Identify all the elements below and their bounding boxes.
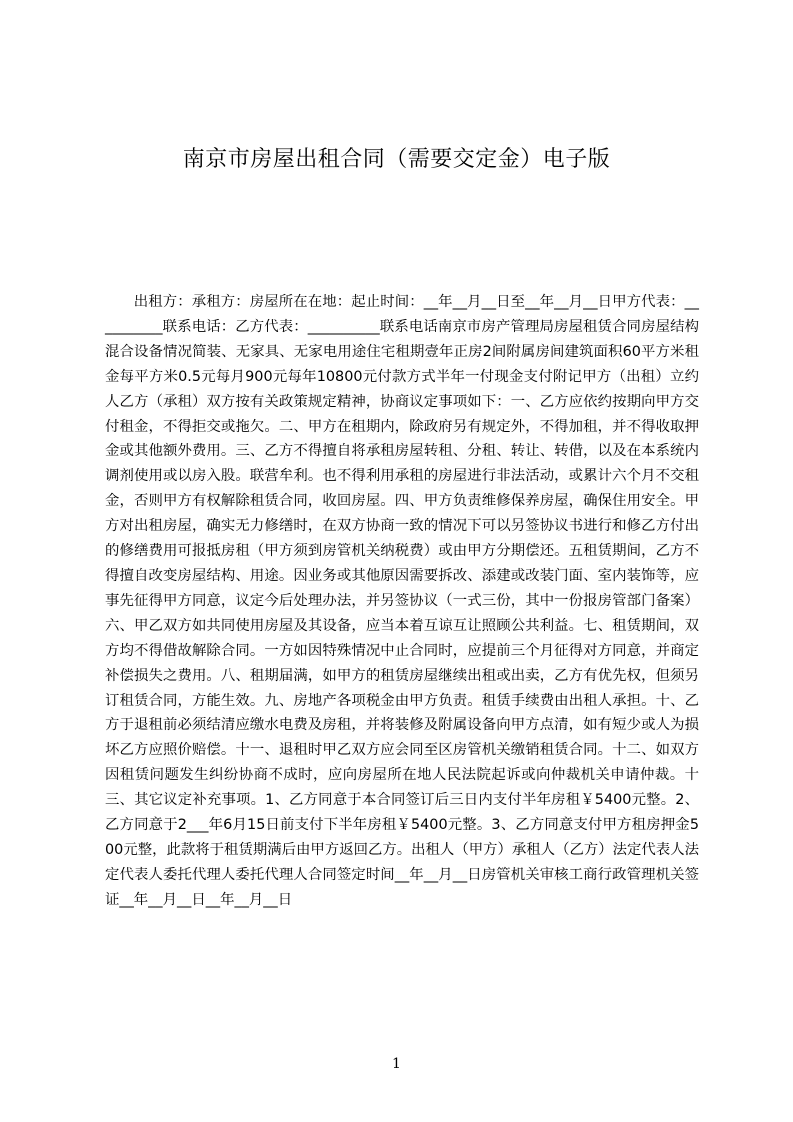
contract-body-text: 出租方：承租方：房屋所在在地：起止时间：__年__月__日至__年__月__日甲方代表：__________联系电话：乙方代表：__________联系电话南京市房产管理局房屋租赁合同房屋结构混合设备情况简装、无家具、无家电用途住宅租期壹年正房2间附属房间建筑面积60平方米租金每平方米0.5元每月900元每年10800元付款方式半年一付现金支付附记甲方（出租）立约人乙方（承租）双方按有关政策规定精神，协商议定事项如下：一、乙方应依约按期向甲方交付租金，不得拒交或拖欠。二、甲方在租期内，除政府另有规定外，不得加租，并不得收取押金或其他额外费用。三、乙方不得擅自将承租房屋转租、分租、转让、转借，以及在本系统内调剂使用或以房入股。联营牟利。也不得利用承租的房屋进行非法活动，或累计六个月不交租金，否则甲方有权解除租赁合同，收回房屋。四、甲方负责维修保养房屋，确保住用安全。甲方对出租房屋，确实无力修缮时，在双方协商一致的情况下可以另签协议书进行和修乙方付出的修缮费用可报抵房租（甲方须到房管机关纳税费）或由甲方分期偿还。五租赁期间，乙方不得擅自改变房屋结构、用途。因业务或其他原因需要拆改、添建或改装门面、室内装饰等，应事先征得甲方同意，议定今后处理办法，并另签协议（一式三份，其中一份报房管部门备案）六、甲乙双方如共同使用房屋及其设备，应当本着互谅互让照顾公共利益。七、租赁期间，双方均不得借故解除合同。一方如因特殊情况中止合同时，应提前三个月征得对方同意，并商定补偿损失之费用。八、租期届满，如甲方的租赁房屋继续出租或出卖，乙方有优先权，但须另订租赁合同，方能生效。九、房地产各项税金由甲方负责。租赁手续费由出租人承担。十、乙方于退租前必须结清应缴水电费及房租，并将装修及附属设备向甲方点清，如有短少或人为损坏乙方应照价赔偿。十一、退租时甲乙双方应会同至区房管机关缴销租赁合同。十二、如双方因租赁问题发生纠纷协商不成时，应向房屋所在地人民法院起诉或向仲裁机关申请仲裁。十三、其它议定补充事项。1、乙方同意于本合同签订后三日内支付半年房租￥5400元整。2、乙方同意于2___年6月15日前支付下半年房租￥5400元整。3、乙方同意支付甲方租房押金500元整，此款将于租赁期满后由甲方返回乙方。出租人（甲方）承租人（乙方）法定代表人法定代表人委托代理人委托代理人合同签定时间__年__月__日房管机关审核工商行政管理机关签证__年__月__日__年__月__日 <box>105 294 699 908</box>
page-number: 1 <box>392 1056 401 1072</box>
document-title: 南京市房屋出租合同（需要交定金）电子版 <box>182 147 611 172</box>
